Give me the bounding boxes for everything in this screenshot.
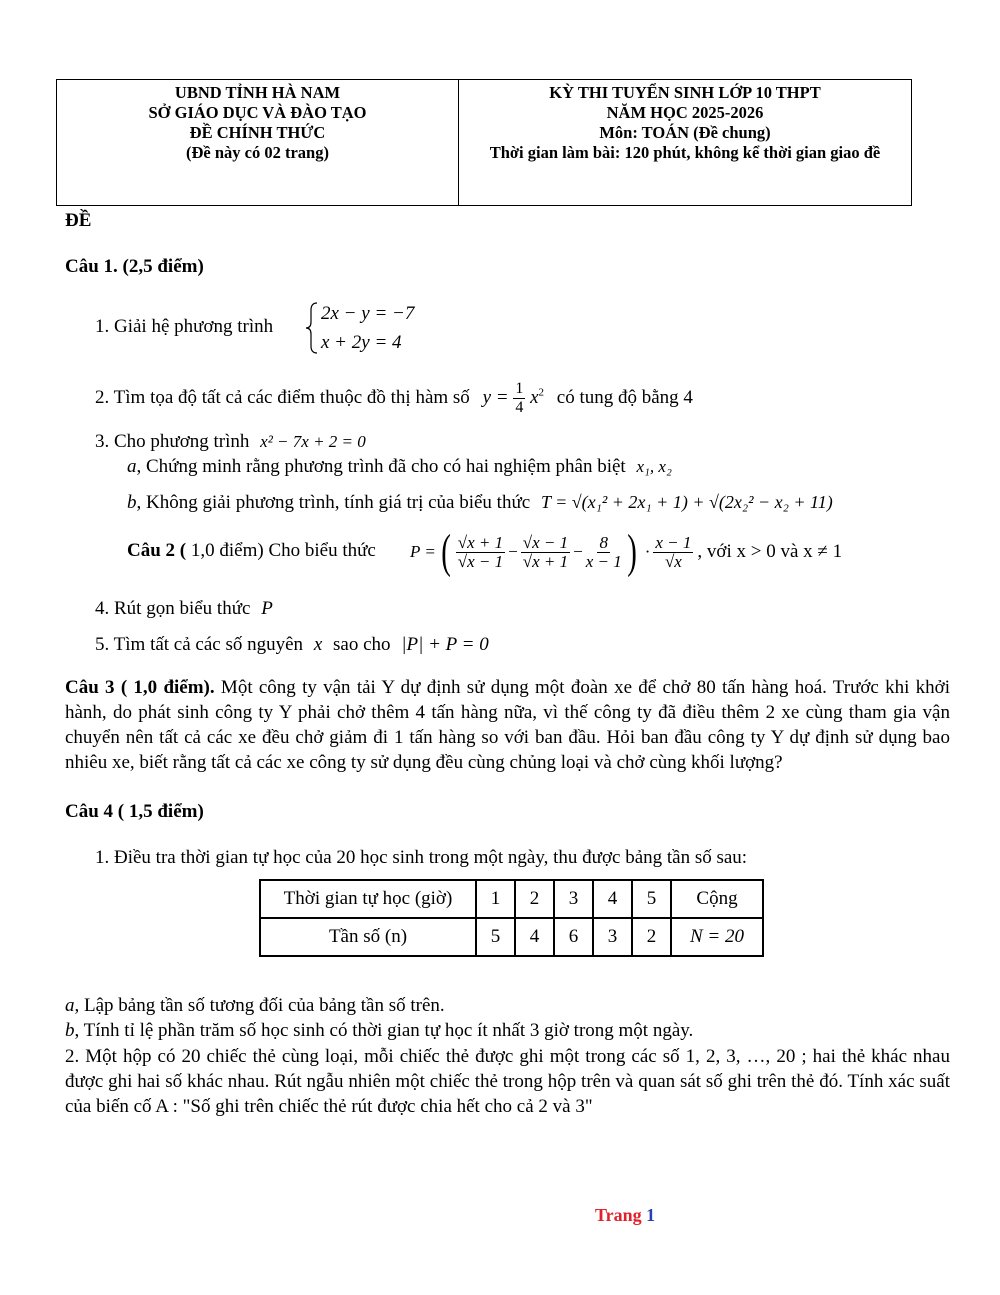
fraction-1	[456, 534, 505, 571]
table-cell: 3	[593, 918, 632, 956]
function-x: x	[530, 386, 539, 408]
cau2-expression	[410, 524, 842, 580]
table-cell: 2	[515, 880, 554, 918]
exponent-two: 2	[538, 386, 545, 399]
function-lhs: y =	[482, 386, 509, 408]
item3b-label: b	[127, 492, 137, 513]
frac2-den: √x + 1	[522, 551, 569, 571]
quadratic-equation: x² − 7x + 2 = 0	[260, 432, 366, 451]
cau3-title: Câu 3 ( 1,0 điểm).	[65, 677, 215, 698]
table-cell: 1	[476, 880, 515, 918]
footer-label: Trang	[595, 1205, 642, 1225]
cau1-title: Câu 1. (2,5 điểm)	[65, 256, 204, 277]
item3a-label: a	[127, 456, 137, 477]
table-cell: 4	[515, 918, 554, 956]
cau1-item3a	[127, 456, 672, 478]
frac3-num: 8	[599, 532, 608, 552]
table-cell: 3	[554, 880, 593, 918]
item1a-label: a	[65, 995, 75, 1016]
cau2-item5	[95, 634, 489, 656]
cau1-item2	[95, 380, 693, 417]
table-row	[260, 918, 763, 956]
cau1-item1: 1. Giải hệ phương trình	[95, 316, 274, 337]
table-header-cell: Tần số (n)	[260, 918, 476, 956]
fraction-denominator: 4	[515, 399, 524, 416]
dot-operator: ·	[644, 542, 651, 561]
frac3-den: x − 1	[585, 551, 622, 571]
item4-text: 4. Rút gọn biểu thức	[95, 598, 251, 619]
item3b-expression: T = √(x₁² + 2x₁ + 1) + √(2x₂² − x₂ + 11)	[540, 492, 833, 512]
fraction-3	[586, 534, 622, 571]
frac1-den: √x − 1	[457, 551, 504, 571]
minus-sign: −	[573, 542, 583, 561]
table-header-cell: Thời gian tự học (giờ)	[260, 880, 476, 918]
table-cell: 2	[632, 918, 671, 956]
item1b-text: , Tính tỉ lệ phần trăm số học sinh có thời gian tự học ít nhất 3 giờ trong một ngày.	[74, 1020, 694, 1041]
cau1-item3	[95, 431, 366, 453]
fraction-4	[653, 534, 693, 571]
item3b-text: , Không giải phương trình, tính giá trị của biểu thức	[136, 492, 531, 513]
cau3-paragraph	[65, 675, 950, 775]
system-eq1: 2x − y = −7	[321, 303, 415, 324]
item5-var: x	[313, 634, 323, 655]
frac4-num: x − 1	[655, 532, 692, 552]
function-fraction	[513, 380, 525, 417]
cau4-item2: 2. Một hộp có 20 chiếc thẻ cùng loại, mỗi chiếc thẻ được ghi một trong các số 1, 2, 3, …, 20 ; hai thẻ khác nhau được ghi hai số khác nhau. Rút ngẫu nhiên một chiếc thẻ trong hộp trên và quan sát số ghi trên thẻ đó. Tính xác suất của biến cố A : "Số ghi trên chiếc thẻ rút được chia hết cho cả 2 và 3"	[65, 1046, 950, 1117]
cau4-title: Câu 4 ( 1,5 điểm)	[65, 801, 204, 822]
header-table	[56, 79, 912, 206]
frac2-num: √x − 1	[522, 532, 569, 552]
header-right-line: NĂM HỌC 2025-2026	[606, 103, 764, 122]
cau2-points: 1,0 điểm) Cho biểu thức	[186, 540, 376, 561]
cau2-line	[127, 540, 376, 562]
cau2-item4	[95, 598, 273, 620]
expr-lhs: P =	[410, 542, 436, 561]
item5-text: 5. Tìm tất cả các số nguyên	[95, 634, 304, 655]
header-left-line: SỞ GIÁO DỤC VÀ ĐÀO TẠO	[148, 103, 367, 122]
de-label: ĐỀ	[65, 210, 92, 231]
header-left-line: (Đề này có 02 trang)	[186, 143, 329, 162]
item3a-roots: x₁, x₂	[636, 457, 672, 476]
system-brace	[305, 302, 319, 354]
header-left-line: UBND TỈNH HÀ NAM	[174, 83, 341, 102]
cau4-item1: 1. Điều tra thời gian tự học của 20 học sinh trong một ngày, thu được bảng tần số sau:	[95, 847, 748, 868]
header-right-line: Môn: TOÁN (Đề chung)	[599, 123, 771, 142]
table-cell: 4	[593, 880, 632, 918]
item3a-text: , Chứng minh rằng phương trình đã cho có hai nghiệm phân biệt	[136, 456, 626, 477]
frac1-num: √x + 1	[457, 532, 504, 552]
cau4-item1b	[65, 1020, 693, 1042]
item1b-label: b	[65, 1020, 75, 1041]
fraction-2	[521, 534, 570, 571]
table-cell: Cộng	[671, 880, 763, 918]
item4-var: P	[261, 598, 273, 619]
table-cell: 6	[554, 918, 593, 956]
system-eq2: x + 2y = 4	[321, 332, 402, 353]
cau2-condition: , với x > 0 và x ≠ 1	[697, 541, 843, 562]
fraction-numerator: 1	[515, 380, 524, 397]
table-cell: 5	[476, 918, 515, 956]
item1a-text: , Lập bảng tần số tương đối của bảng tần số trên.	[74, 995, 445, 1016]
frequency-table	[259, 879, 764, 957]
header-right-line: Thời gian làm bài: 120 phút, không kể thời gian giao đề	[489, 143, 881, 162]
right-paren: )	[626, 525, 637, 578]
header-right-line: KỲ THI TUYỂN SINH LỚP 10 THPT	[549, 83, 821, 102]
minus-sign: −	[508, 542, 518, 561]
left-paren: (	[441, 525, 451, 578]
table-cell: N = 20	[671, 918, 763, 956]
function-rest: có tung độ bằng 4	[556, 386, 693, 408]
table-cell: 5	[632, 880, 671, 918]
cau1-item2-text: 2. Tìm tọa độ tất cả các điểm thuộc đồ thị hàm số	[95, 386, 470, 408]
cau2-title: Câu 2 (	[127, 540, 187, 561]
item5-rest: sao cho	[333, 634, 391, 655]
page-footer	[595, 1205, 655, 1226]
header-left-cell	[57, 80, 459, 205]
table-row	[260, 880, 763, 918]
item5-equation: |P| + P = 0	[401, 634, 489, 655]
cau1-item3b	[127, 492, 833, 514]
cau1-item3-text: 3. Cho phương trình	[95, 431, 250, 452]
cau4-item1a	[65, 995, 445, 1017]
header-right-cell	[459, 80, 911, 205]
header-left-line: ĐỀ CHÍNH THỨC	[189, 123, 326, 142]
footer-page-number: 1	[646, 1205, 656, 1225]
cau3-text: Một công ty vận tải Y dự định sử dụng một đoàn xe để chở 80 tấn hàng hoá. Trước khi khởi hành, do phát sinh công ty Y phải chở thêm 4 tấn hàng nữa, vì thế công ty đã điều thêm 2 xe cùng tham gia vận chuyển nên tất cả các xe đều chở giảm đi 1 tấn hàng so với ban đầu. Hỏi ban đầu công ty Y dự định sử dụng bao nhiêu xe, biết rằng tất cả các xe công ty sử dụng đều cùng chủng loại và chở cùng khối lượng?	[65, 677, 950, 773]
frac4-den: √x	[664, 551, 682, 571]
